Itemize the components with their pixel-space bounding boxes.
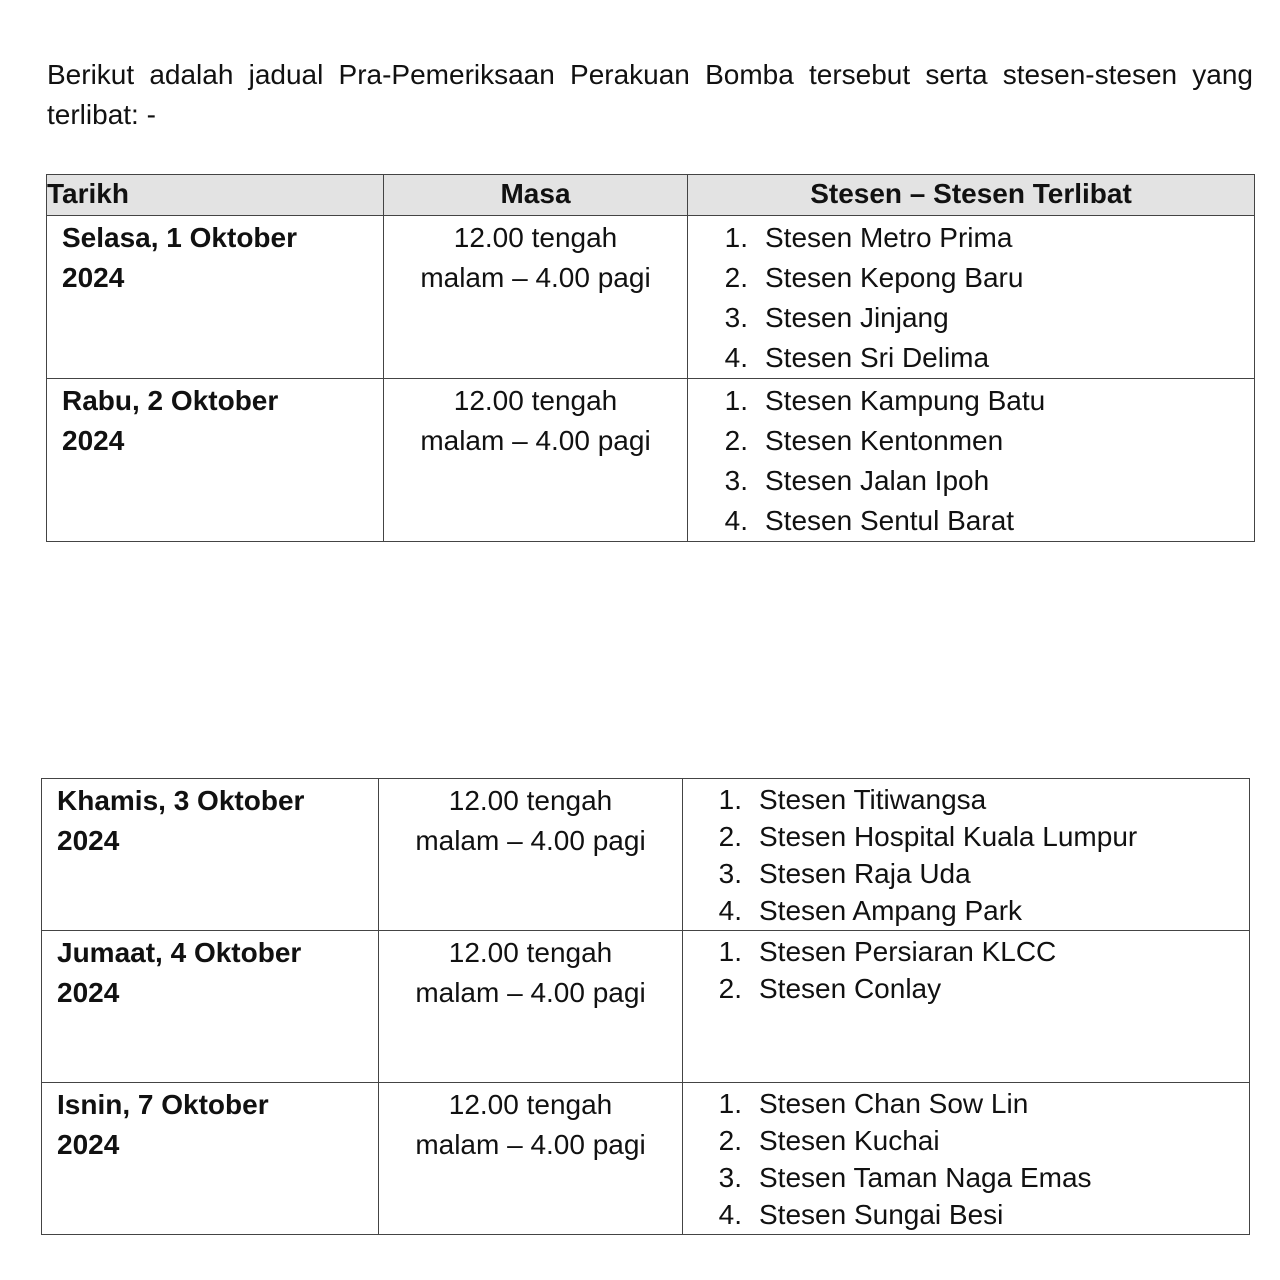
list-item: 3. Stesen Jinjang bbox=[688, 298, 1254, 338]
schedule-table-2 bbox=[41, 778, 1250, 1235]
station-name: Stesen Raja Uda bbox=[759, 858, 971, 889]
time-line-1: 12.00 tengah bbox=[453, 385, 618, 416]
list-item: 2. Stesen Kepong Baru bbox=[688, 258, 1254, 298]
list-item: 4. Stesen Sri Delima bbox=[688, 338, 1254, 378]
station-name: Stesen Jalan Ipoh bbox=[765, 465, 990, 496]
station-list bbox=[688, 218, 1254, 378]
date-text: Selasa, 1 Oktober bbox=[62, 222, 298, 253]
station-name: Stesen Hospital Kuala Lumpur bbox=[759, 821, 1138, 852]
date-year: 2024 bbox=[62, 262, 125, 293]
stations-cell bbox=[683, 779, 1250, 931]
table-row bbox=[42, 1083, 1250, 1235]
list-item: 3. Stesen Jalan Ipoh bbox=[688, 461, 1254, 501]
table-row bbox=[42, 779, 1250, 931]
cutoff-previous-text bbox=[40, 0, 1250, 8]
time-line-2: malam – 4.00 pagi bbox=[420, 262, 651, 293]
station-list bbox=[683, 1085, 1249, 1233]
date-cell bbox=[47, 216, 384, 379]
list-item: 1. Stesen Chan Sow Lin bbox=[683, 1085, 1249, 1122]
list-item: 1. Stesen Metro Prima bbox=[688, 218, 1254, 258]
list-item: 2. Stesen Kuchai bbox=[683, 1122, 1249, 1159]
date-year: 2024 bbox=[57, 825, 120, 856]
time-cell bbox=[384, 379, 688, 542]
station-name: Stesen Conlay bbox=[759, 973, 942, 1004]
table-header-row bbox=[47, 175, 1255, 216]
time-line-1: 12.00 tengah bbox=[453, 222, 618, 253]
time-line-1: 12.00 tengah bbox=[448, 937, 613, 968]
list-item: 2. Stesen Kentonmen bbox=[688, 421, 1254, 461]
list-item: 2. Stesen Hospital Kuala Lumpur bbox=[683, 818, 1249, 855]
date-text: Jumaat, 4 Oktober bbox=[57, 937, 302, 968]
header-time: Masa bbox=[384, 175, 688, 216]
date-text: Rabu, 2 Oktober bbox=[62, 385, 279, 416]
station-name: Stesen Sungai Besi bbox=[759, 1199, 1004, 1230]
stations-cell bbox=[683, 1083, 1250, 1235]
list-item: 3. Stesen Raja Uda bbox=[683, 855, 1249, 892]
time-cell bbox=[384, 216, 688, 379]
date-year: 2024 bbox=[57, 1129, 120, 1160]
date-year: 2024 bbox=[57, 977, 120, 1008]
date-cell bbox=[47, 379, 384, 542]
station-name: Stesen Chan Sow Lin bbox=[759, 1088, 1029, 1119]
station-name: Stesen Ampang Park bbox=[759, 895, 1023, 926]
time-line-1: 12.00 tengah bbox=[448, 1089, 613, 1120]
station-name: Stesen Metro Prima bbox=[765, 222, 1013, 253]
stations-cell bbox=[688, 216, 1255, 379]
station-list bbox=[688, 381, 1254, 541]
time-line-2: malam – 4.00 pagi bbox=[415, 977, 646, 1008]
table-row bbox=[47, 379, 1255, 542]
table-row bbox=[47, 216, 1255, 379]
date-cell bbox=[42, 779, 379, 931]
station-name: Stesen Titiwangsa bbox=[759, 784, 987, 815]
schedule-table-1 bbox=[46, 174, 1255, 542]
station-name: Stesen Kepong Baru bbox=[765, 262, 1024, 293]
station-name: Stesen Sentul Barat bbox=[765, 505, 1015, 536]
station-name: Stesen Jinjang bbox=[765, 302, 949, 333]
list-item: 1. Stesen Kampung Batu bbox=[688, 381, 1254, 421]
date-text: Isnin, 7 Oktober bbox=[57, 1089, 269, 1120]
date-year: 2024 bbox=[62, 425, 125, 456]
intro-paragraph: Berikut adalah jadual Pra-Pemeriksaan Perakuan Bomba tersebut serta stesen-stesen yang terlibat: - bbox=[47, 59, 1253, 130]
station-name: Stesen Persiaran KLCC bbox=[759, 936, 1057, 967]
list-item: 4. Stesen Sungai Besi bbox=[683, 1196, 1249, 1233]
station-list bbox=[683, 781, 1249, 929]
date-cell bbox=[42, 1083, 379, 1235]
station-list bbox=[683, 933, 1249, 1007]
stations-cell bbox=[688, 379, 1255, 542]
time-cell bbox=[379, 931, 683, 1083]
station-name: Stesen Kentonmen bbox=[765, 425, 1004, 456]
time-cell bbox=[379, 779, 683, 931]
date-cell bbox=[42, 931, 379, 1083]
time-line-2: malam – 4.00 pagi bbox=[420, 425, 651, 456]
list-item: 4. Stesen Ampang Park bbox=[683, 892, 1249, 929]
list-item: 1. Stesen Persiaran KLCC bbox=[683, 933, 1249, 970]
date-text: Khamis, 3 Oktober bbox=[57, 785, 305, 816]
header-date: Tarikh bbox=[47, 175, 384, 216]
station-name: Stesen Sri Delima bbox=[765, 342, 990, 373]
header-stations: Stesen – Stesen Terlibat bbox=[688, 175, 1255, 216]
time-cell bbox=[379, 1083, 683, 1235]
table-row bbox=[42, 931, 1250, 1083]
time-line-2: malam – 4.00 pagi bbox=[415, 1129, 646, 1160]
stations-cell bbox=[683, 931, 1250, 1083]
station-name: Stesen Kampung Batu bbox=[765, 385, 1046, 416]
time-line-1: 12.00 tengah bbox=[448, 785, 613, 816]
list-item: 2. Stesen Conlay bbox=[683, 970, 1249, 1007]
station-name: Stesen Taman Naga Emas bbox=[759, 1162, 1092, 1193]
station-name: Stesen Kuchai bbox=[759, 1125, 940, 1156]
list-item: 1. Stesen Titiwangsa bbox=[683, 781, 1249, 818]
list-item: 4. Stesen Sentul Barat bbox=[688, 501, 1254, 541]
list-item: 3. Stesen Taman Naga Emas bbox=[683, 1159, 1249, 1196]
time-line-2: malam – 4.00 pagi bbox=[415, 825, 646, 856]
